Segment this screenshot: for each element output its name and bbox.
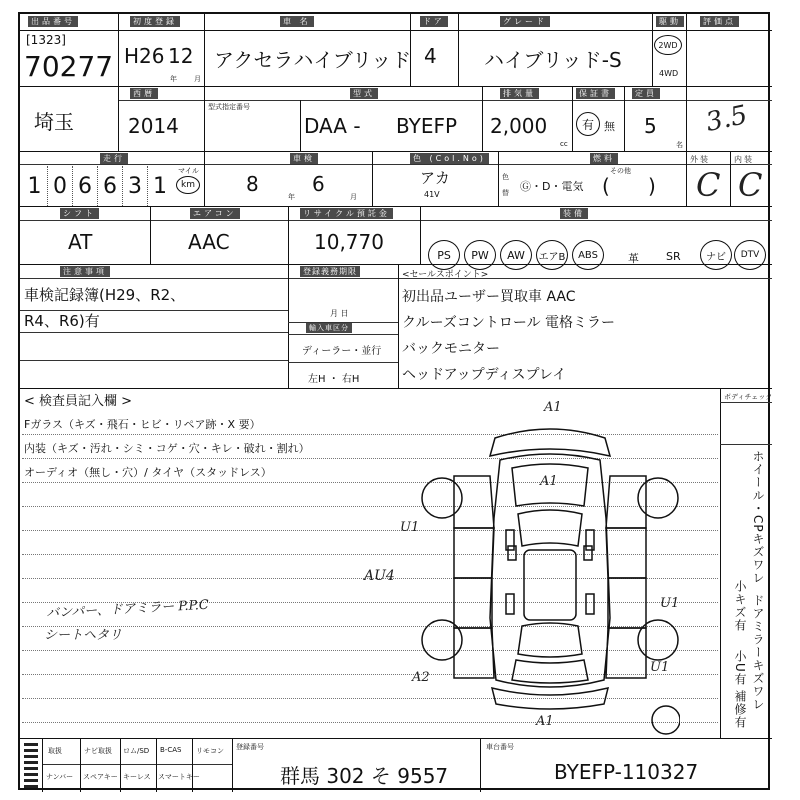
grade: ハイブリッド-S: [484, 48, 622, 72]
doors: 4: [424, 44, 437, 68]
inspector-line-2: 内装（キズ・汚れ・シミ・コゲ・穴・キレ・破れ・割れ）: [24, 442, 310, 455]
mileage-digit: 1: [27, 173, 42, 199]
footer-marker: [24, 742, 38, 788]
sales-point-3: バックモニター: [402, 341, 500, 357]
car-damage-diagram: [420, 398, 680, 738]
equip-navi: ナビ: [700, 240, 732, 270]
mileage-digit: 6: [97, 166, 122, 206]
inspection-year-unit: 年: [288, 193, 295, 201]
inspection-year: 8: [246, 172, 259, 196]
interior-grade: C: [738, 166, 763, 204]
chassis-label: 車台番号: [486, 743, 514, 751]
color-change-2: 替: [502, 189, 509, 197]
month-unit: 月: [194, 75, 201, 83]
km-top-label: マイル: [178, 167, 199, 175]
mark-front-bumper: A1: [544, 400, 562, 415]
first-reg-era: H26: [124, 44, 165, 68]
sales-point-1: 初出品ユーザー買取車 AAC: [402, 289, 576, 305]
inspector-line-3: オーディオ（無し・穴）/ タイヤ（スタッドレス）: [24, 466, 272, 479]
lot-number: 70277: [24, 50, 114, 83]
mileage-digit: 1: [147, 166, 172, 206]
license-plate: 群馬 302 そ 9557: [280, 764, 449, 788]
body-check-label: ボディチェック: [724, 393, 773, 401]
footer-number: ナンバー: [46, 773, 74, 781]
displacement-label: 排気量: [500, 88, 539, 99]
sales-point-2: クルーズコントロール 電格ミラー: [402, 315, 616, 331]
color-code: 41V: [424, 190, 440, 199]
equip-sunroof: SR: [666, 250, 681, 263]
sales-point-4: ヘッドアップディスプレイ: [402, 367, 567, 383]
footer-handling: 取扱: [48, 747, 62, 755]
footer-bcas: B-CAS: [160, 746, 182, 754]
side-note-1: ホイール・CPキズワレ: [751, 450, 765, 585]
mileage-digit: 3: [122, 166, 147, 206]
handle-side: 左H ・ 右H: [308, 374, 360, 385]
import-type-label: 輸入車区分: [306, 323, 352, 333]
side-note-5: 補修有: [733, 690, 747, 729]
mark-hood: A1: [540, 474, 558, 489]
shaken-label: 保証書: [576, 88, 615, 99]
color: アカ: [420, 169, 450, 187]
car-name: アクセラハイブリッド: [214, 48, 412, 72]
mileage-digit: 6: [72, 166, 97, 206]
side-note-4: 小U有: [733, 650, 747, 686]
mileage-digit: 0: [47, 166, 72, 206]
model-prefix: DAA -: [304, 114, 361, 138]
equip-pw: PW: [464, 240, 496, 270]
shaken-no: 無: [604, 120, 615, 133]
footer-spare-key: スペアキー: [83, 773, 118, 781]
interior-label: 内装: [734, 155, 754, 164]
exterior-label: 外装: [690, 155, 710, 164]
footer-rom-sd: ロム/SD: [123, 747, 150, 755]
lot-label: 出品番号: [28, 16, 78, 27]
footer-navi-handling: ナビ取扱: [84, 747, 112, 755]
mark-rear-bumper: A1: [536, 714, 554, 729]
lot-prefix: [1323]: [26, 33, 66, 47]
recycle-fee: 10,770: [314, 230, 384, 254]
ac-label: エアコン: [190, 208, 240, 219]
recycle-label: リサイクル預託金: [300, 208, 393, 219]
year-label: 西暦: [130, 88, 158, 99]
inspector-title: < 検査員記入欄 >: [24, 394, 133, 409]
handwritten-note-1: バンパー、ドアミラー P.P.C: [45, 597, 210, 622]
equipment-label: 装備: [560, 208, 588, 219]
mark-left-rear-door: AU4: [364, 568, 395, 584]
drive-4wd: 4WD: [659, 69, 679, 78]
shift: AT: [68, 230, 93, 254]
mark-right-rear-fender: U1: [650, 660, 670, 675]
handwritten-note-2: シートヘタリ: [44, 628, 123, 643]
mark-left-rear-fender: A2: [412, 670, 430, 685]
attention-line-2: R4、R6)有: [24, 312, 100, 330]
fuel-other: その他: [610, 167, 631, 175]
score-label: 評価点: [700, 16, 739, 27]
model: BYEFP: [396, 114, 458, 138]
attention-label: 注意事項: [60, 266, 110, 277]
footer-smart-key: スマートキー: [158, 773, 200, 781]
ac: AAC: [188, 230, 230, 254]
date-label: 月 日: [330, 309, 349, 318]
cc-unit: cc: [560, 140, 568, 148]
equip-airbag: エアB: [536, 240, 568, 270]
year-unit: 年: [170, 75, 177, 83]
import-deadline-label: 登録義務期限: [300, 266, 360, 277]
capacity-label: 定員: [632, 88, 660, 99]
equip-abs: ABS: [572, 240, 604, 270]
capacity-unit: 名: [676, 141, 683, 149]
equip-ps: PS: [428, 240, 460, 270]
region: 埼玉: [34, 110, 74, 134]
doors-label: ドア: [420, 16, 448, 27]
mileage-label: 走行: [100, 153, 128, 164]
inspection-label: 車検: [290, 153, 318, 164]
inspector-line-1: Fガラス（キズ・飛石・ヒビ・リペア跡・X 要）: [24, 418, 261, 431]
attention-line-1: 車検記録簿(H29、R2、: [24, 286, 186, 304]
score-handwritten: 3.5: [703, 100, 751, 138]
fuel-other-paren: ( ): [602, 174, 656, 198]
chassis-number: BYEFP-110327: [554, 760, 699, 784]
first-reg-month: 12: [168, 44, 194, 68]
car-name-label: 車 名: [280, 16, 314, 27]
equip-aw: AW: [500, 240, 532, 270]
inspection-month: 6: [312, 172, 325, 196]
drive-label: 駆動: [656, 16, 684, 27]
color-change-1: 色: [502, 173, 509, 181]
sales-point-label: <セールスポイント>: [402, 270, 489, 280]
equip-dtv: DTV: [734, 240, 766, 270]
grade-label: グレード: [500, 16, 550, 27]
mileage-digits: [22, 166, 172, 206]
mark-left-front-door: U1: [400, 520, 420, 535]
model-note: 型式指定番号: [208, 103, 250, 111]
capacity: 5: [644, 114, 657, 138]
inspection-month-unit: 月: [350, 193, 357, 201]
model-label: 型式: [350, 88, 378, 99]
mark-right-rear-door: U1: [660, 596, 680, 611]
equip-leather: 革: [628, 252, 639, 265]
shift-label: シフト: [60, 208, 99, 219]
first-reg-label: 初度登録: [130, 16, 180, 27]
reg-number-label: 登録番号: [236, 743, 264, 751]
displacement: 2,000: [490, 114, 548, 138]
km-circled: km: [176, 176, 200, 194]
footer-remote: リモコン: [196, 747, 224, 755]
side-note-3: ドアミラーキズワレ: [751, 594, 765, 711]
fuel-label: 燃料: [590, 153, 618, 164]
exterior-grade: C: [696, 166, 721, 204]
shaken-yes-circled: 有: [576, 112, 600, 136]
drive-2wd-circled: 2WD: [654, 35, 682, 55]
side-note-2: 小キズ有: [733, 580, 747, 632]
dealer-parallel: ディーラー・並行: [302, 346, 382, 357]
fuel-options: Ⓖ・D・電気: [520, 180, 584, 193]
footer-keyless: キーレス: [123, 773, 151, 781]
auction-sheet: [18, 12, 773, 790]
color-label: 色 (Col.No): [410, 153, 489, 164]
year: 2014: [128, 114, 179, 138]
